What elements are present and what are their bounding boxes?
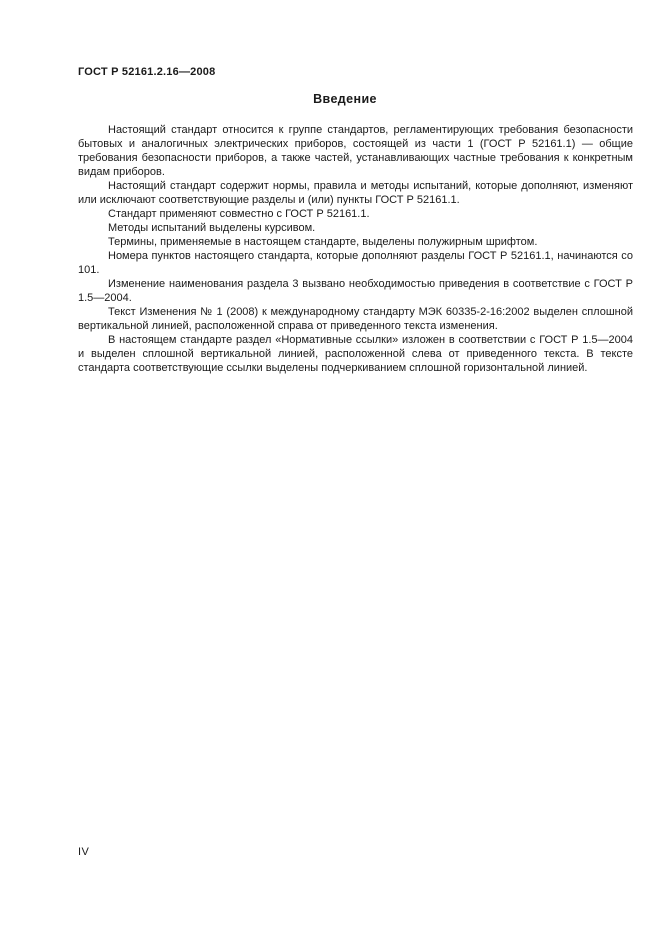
document-header-standard-number: ГОСТ Р 52161.2.16—2008 <box>78 66 216 78</box>
paragraph: Термины, применяемые в настоящем стандарте, выделены полужирным шрифтом. <box>108 236 538 248</box>
paragraph: Текст Изменения № 1 (2008) к международному стандарту МЭК 60335-2-16:2002 выделен сплошной вертикальной линией, расположенной справа от приведенного текста изменения. <box>78 306 633 332</box>
paragraph: В настоящем стандарте раздел «Нормативные ссылки» изложен в соответствии с ГОСТ Р 1.5—2004 и выделен сплошной вертикальной линией, расположенной слева от приведенного текста. В тексте стандарта соответствующие ссылки выделены подчеркиванием сплошной горизонтальной линией. <box>78 334 633 374</box>
page-title: Введение <box>313 92 377 106</box>
paragraph: Стандарт применяют совместно с ГОСТ Р 52161.1. <box>108 208 370 220</box>
paragraph: Изменение наименования раздела 3 вызвано необходимостью приведения в соответствие с ГОСТ Р 1.5—2004. <box>78 278 633 304</box>
document-body <box>78 123 633 375</box>
paragraph: Методы испытаний выделены курсивом. <box>108 222 316 234</box>
page-number: IV <box>78 846 90 858</box>
paragraph: Настоящий стандарт содержит нормы, правила и методы испытаний, которые дополняют, изменяют или исключают соответствующие разделы и (или) пункты ГОСТ Р 52161.1. <box>78 180 633 206</box>
paragraph: Номера пунктов настоящего стандарта, которые дополняют разделы ГОСТ Р 52161.1, начинаются со 101. <box>78 250 633 276</box>
paragraph: Настоящий стандарт относится к группе стандартов, регламентирующих требования безопасности бытовых и аналогичных электрических приборов, состоящей из части 1 (ГОСТ Р 52161.1) — общие требования безопасности приборов, а также частей, устанавливающих частные требования к конкретным видам приборов. <box>78 124 633 178</box>
